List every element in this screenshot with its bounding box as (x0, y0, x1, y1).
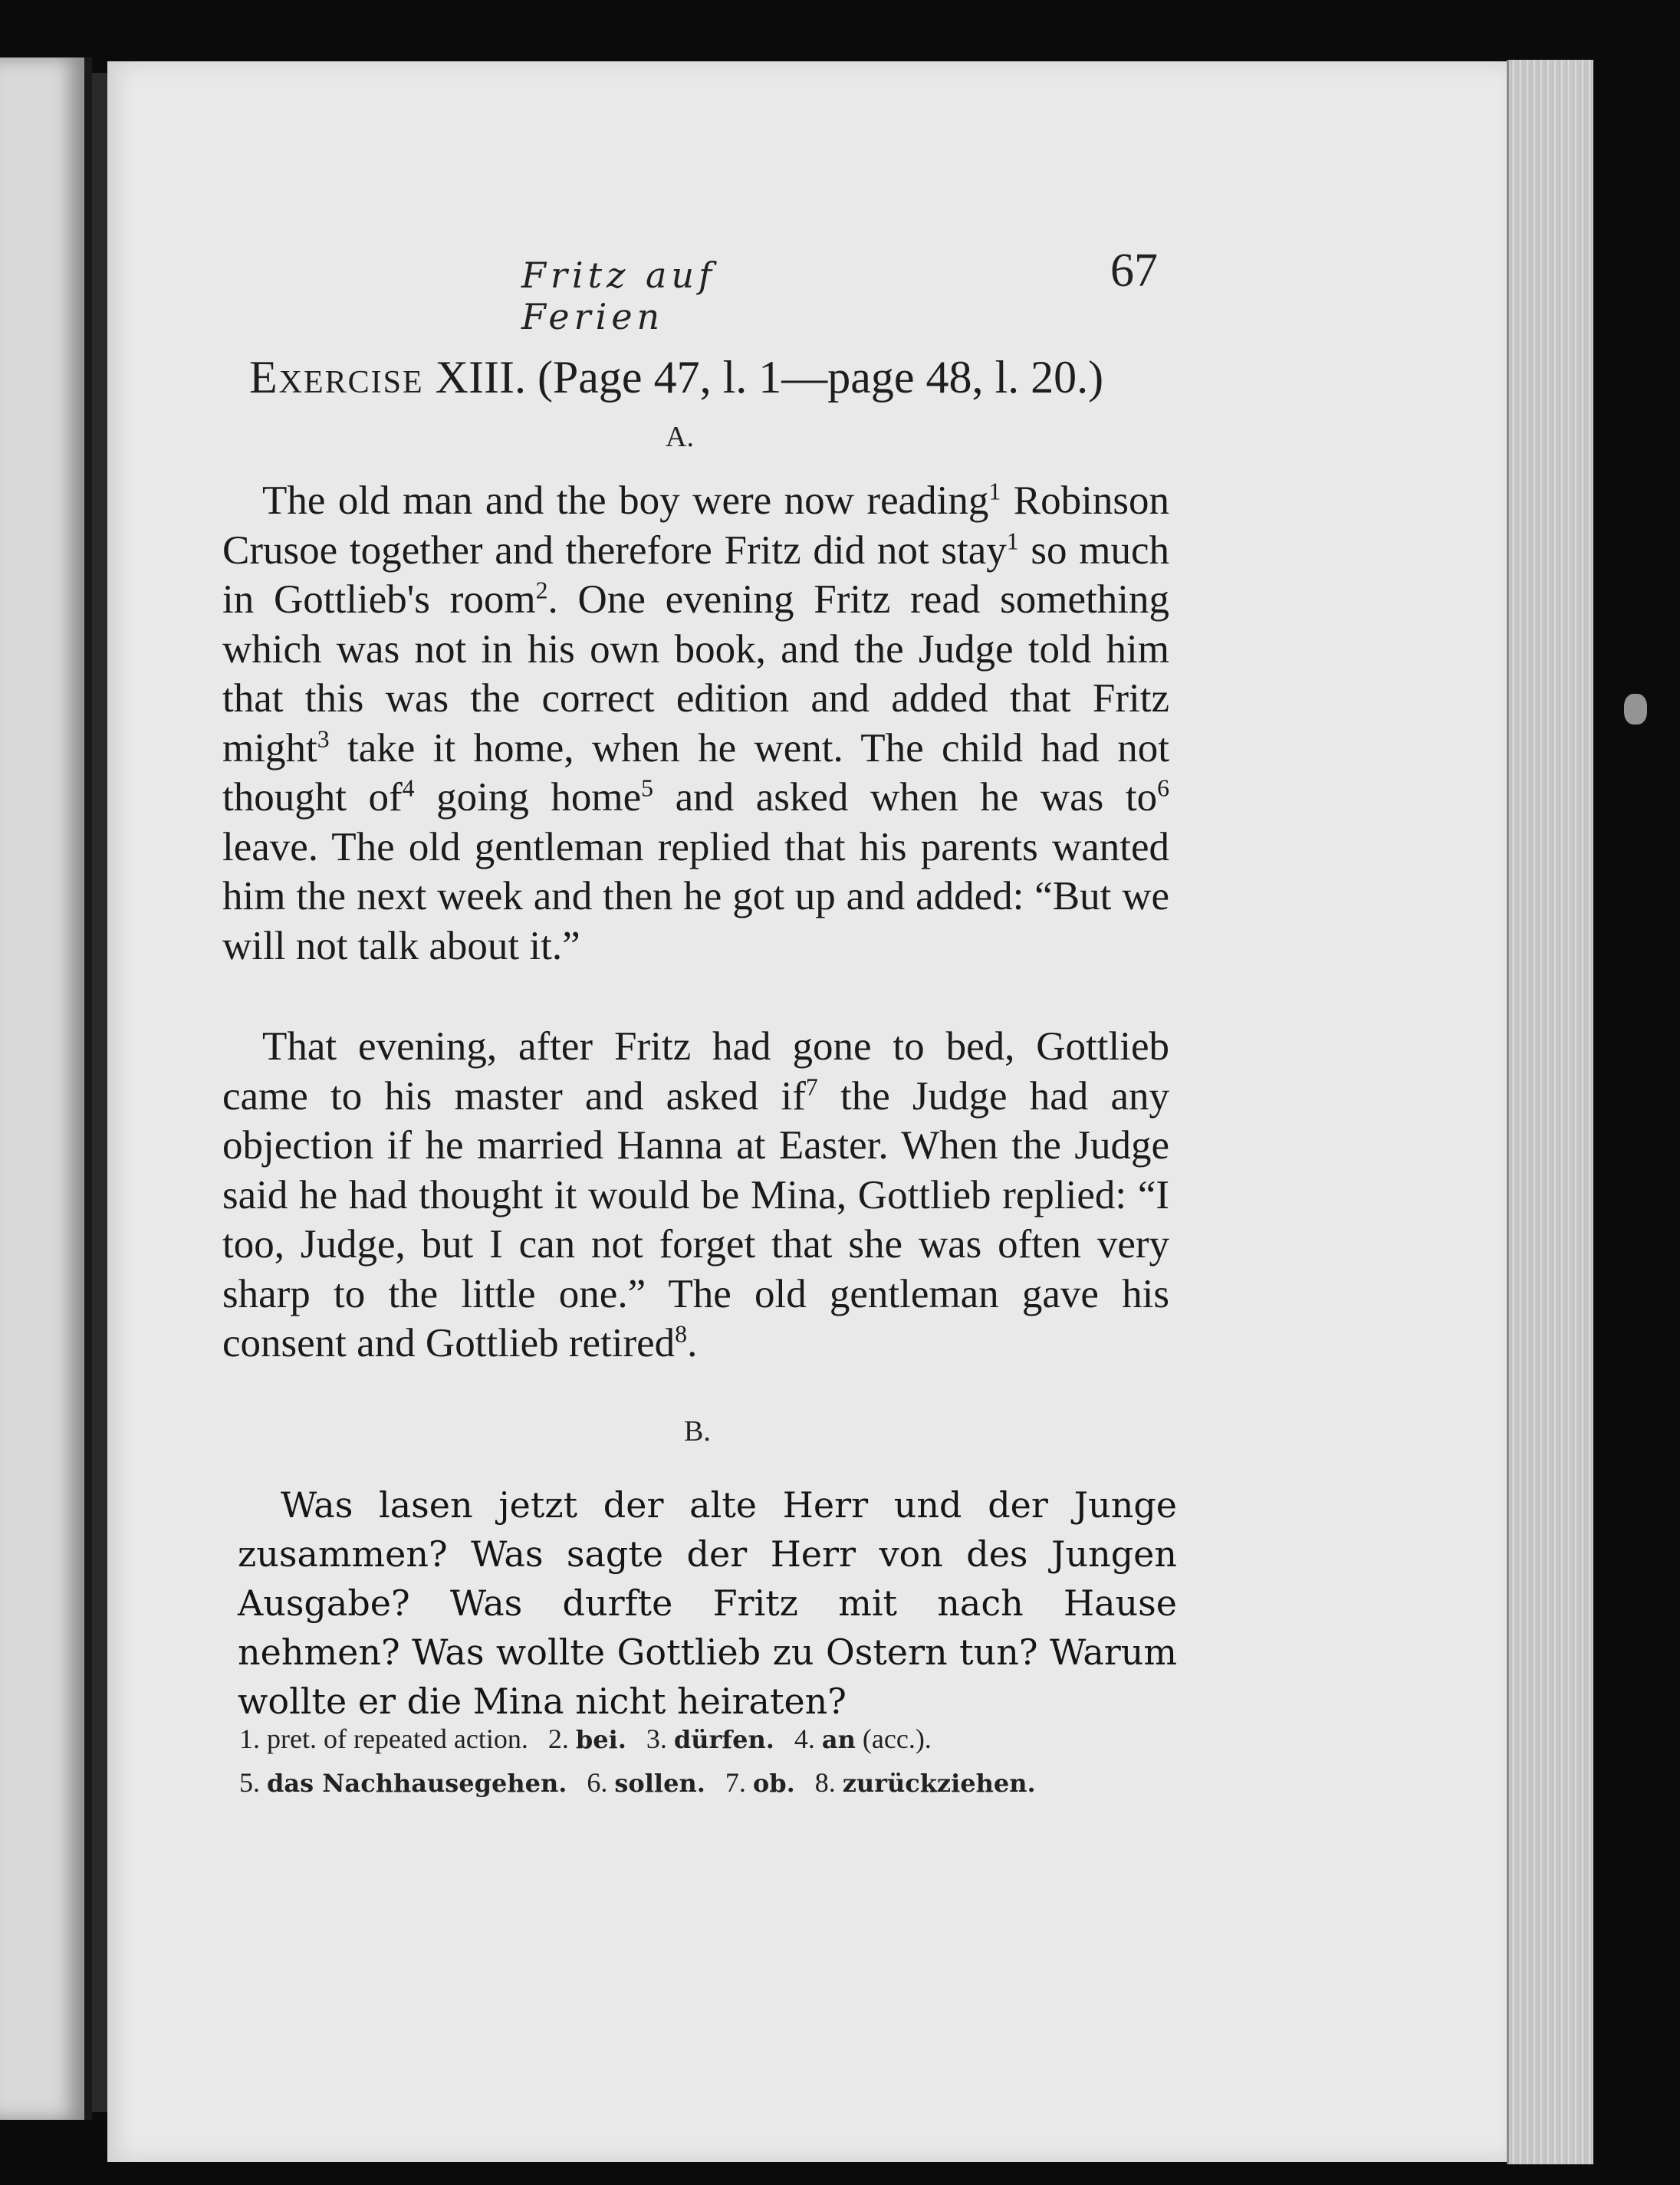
footnote-german-term: an (821, 1725, 856, 1754)
footnote-german-term: dürfen. (673, 1725, 774, 1754)
scan-speck (1624, 694, 1647, 724)
text-run: The old man and the boy were now reading (262, 478, 989, 523)
exercise-number: XIII. (435, 352, 526, 402)
facing-page-edge (0, 58, 92, 2120)
footnotes (239, 1717, 1179, 1805)
footnote-number: 4. (794, 1723, 822, 1754)
footnote-ref: 2 (535, 577, 548, 604)
text-run: Robinson Crusoe together and therefore Fritz did not stay (222, 478, 1169, 573)
text-run: going home (414, 775, 642, 820)
paragraph-a2 (222, 1022, 1169, 1368)
footnote-ref: 7 (805, 1073, 818, 1100)
footnote-number: 2. (547, 1723, 576, 1754)
footnote-number: 5. (239, 1767, 267, 1798)
page-stack-edges (1507, 60, 1593, 2164)
text-run: leave. The old gentleman replied that his parents wanted him the next week and then he got up and added: “But we will not talk about it.” (222, 824, 1169, 968)
text-run: . One evening Fritz read something which was not in his own book, and the Judge told him that this was the correct edition and added that Fritz might (222, 577, 1169, 770)
footnote-item (239, 1723, 528, 1754)
footnote-number: 1. (239, 1723, 267, 1754)
footnote-german-term: das Nachhausegehen. (267, 1769, 567, 1798)
paragraph-a1 (222, 476, 1169, 971)
footnote-german-term: bei. (575, 1725, 626, 1754)
section-b-label: B. (684, 1415, 711, 1447)
footnote-ref: 8 (675, 1320, 688, 1348)
footnote-number: 8. (814, 1767, 843, 1798)
footnote-german-term: ob. (752, 1769, 795, 1798)
footnote-item (794, 1723, 932, 1754)
text-run: . (687, 1321, 698, 1365)
footnote-item (239, 1767, 567, 1798)
footnote-number: 7. (725, 1767, 753, 1798)
section-a-label: A. (666, 421, 694, 453)
footnote-ref: 3 (317, 724, 330, 752)
footnote-german-term: zurückziehen. (842, 1769, 1036, 1798)
footnote-german-term: sollen. (614, 1769, 705, 1798)
footnote-text: pret. of repeated action. (267, 1723, 528, 1754)
text-run: take it home, when he went. The child had not thought of (222, 725, 1169, 820)
german-questions: Was lasen jetzt der alte Herr und der Junge zusammen? Was sagte der Herr von des Jungen Ausgabe? Was durfte Fritz mit nach Hause nehmen? Was wollte Gottlieb zu Ostern tun? Warum wollte er die Mina nicht heiraten? (238, 1484, 1177, 1722)
footnote-ref: 1 (1006, 527, 1019, 554)
footnote-text: (acc.). (855, 1723, 932, 1754)
text-run: the Judge had any objection if he married Hanna at Easter. When the Judge said he had thought it would be Mina, Gottlieb replied: “I too, Judge, but I can not forget that she was often very sharp to the little one.” The old gentleman gave his consent and Gottlieb retired (222, 1073, 1169, 1365)
footnote-ref: 5 (641, 774, 654, 802)
text-run: so much in Gottlieb's room (222, 527, 1169, 622)
footnote-ref: 6 (1157, 774, 1169, 802)
exercise-reference: (Page 47, l. 1—page 48, l. 20.) (537, 352, 1104, 402)
footnote-ref: 4 (402, 774, 415, 802)
footnote-item (646, 1723, 774, 1754)
page-number: 67 (1110, 245, 1158, 297)
footnote-ref: 1 (988, 478, 1001, 505)
footnote-item (725, 1767, 795, 1798)
footnote-number: 6. (587, 1767, 615, 1798)
exercise-word: Exercise (249, 352, 424, 402)
footnote-item (548, 1723, 626, 1754)
text-run: and asked when he was to (653, 775, 1158, 820)
footnote-number: 3. (646, 1723, 674, 1754)
footnote-item (815, 1767, 1036, 1798)
text-run: That evening, after Fritz had gone to bed, Gottlieb came to his master and asked if (222, 1024, 1169, 1119)
exercise-title (249, 351, 1169, 404)
running-head: Fritz auf Ferien (521, 255, 717, 337)
footnote-item (587, 1767, 705, 1798)
